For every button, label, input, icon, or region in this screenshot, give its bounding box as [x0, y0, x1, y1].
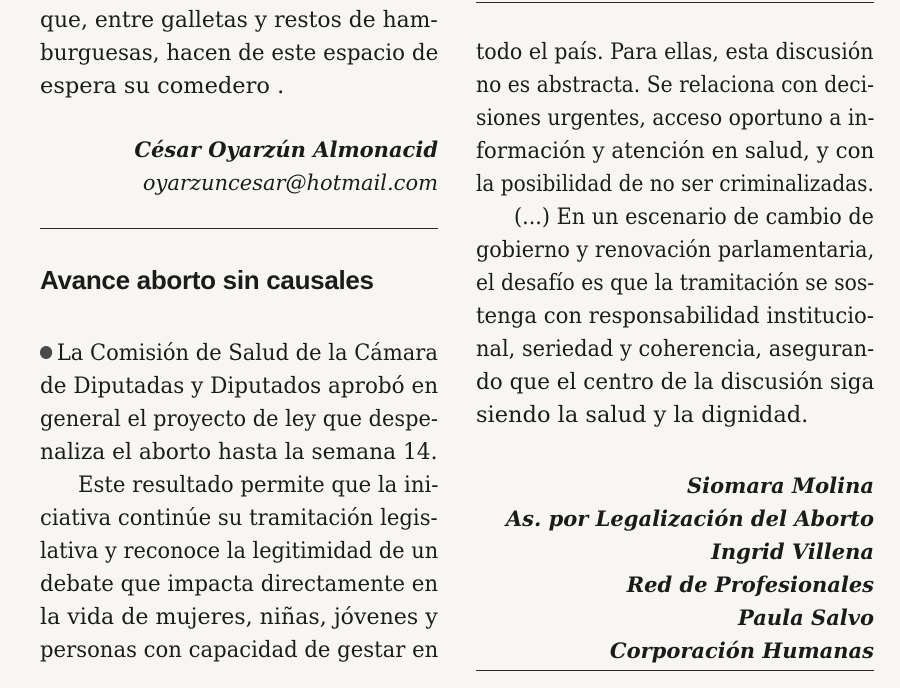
body-line: tenga con responsabilidad institucio- [476, 303, 874, 329]
body-line: siendo la salud y la dignidad. [476, 402, 809, 428]
headline: Avance aborto sin causales [40, 265, 374, 295]
body-line: la vida de mujeres, niñas, jóvenes y [40, 604, 438, 630]
signature-organization: As. por Legalización del Aborto [505, 506, 874, 531]
signature-organization: Red de Profesionales [626, 572, 874, 597]
intro-line: espera su comedero . [40, 73, 285, 99]
section-divider [40, 228, 438, 229]
body-line: general el proyecto de ley que despe- [40, 406, 438, 432]
body-line-text: La Comisión de Salud de la Cámara [56, 340, 438, 366]
intro-line: burguesas, hacen de este espacio de [40, 40, 439, 66]
body-line: el desafío es que la tramitación se sos- [476, 270, 875, 296]
intro-line: que, entre galletas y restos de ham- [40, 7, 438, 33]
signature-name: Siomara Molina [686, 473, 874, 498]
body-line: do que el centro de la discusión siga [476, 369, 875, 395]
body-line-indented: Este resultado permite que la ini- [78, 472, 439, 498]
signature-name: Ingrid Villena [711, 539, 874, 564]
body-line-first [40, 339, 438, 367]
signature-organization: Corporación Humanas [609, 638, 874, 663]
body-line-indented: (...) En un escenario de cambio de [514, 204, 874, 230]
body-line: la posibilidad de no ser criminalizadas. [476, 171, 874, 197]
body-line: ciativa continúe su tramitación legis- [40, 505, 438, 531]
author-email: oyarzuncesar@hotmail.com [142, 171, 438, 195]
body-line: todo el país. Para ellas, esta discusión [476, 39, 874, 65]
body-line: debate que impacta directamente en [40, 571, 439, 597]
body-line: gobierno y renovación parlamentaria, [476, 237, 875, 263]
body-line: de Diputadas y Diputados aprobó en [40, 373, 439, 399]
body-line: naliza el aborto hasta la semana 14. [40, 439, 438, 465]
body-line: siones urgentes, acceso oportuno a in- [476, 105, 875, 131]
body-line: lativa y reconoce la legitimidad de un [40, 538, 439, 564]
body-line: no es abstracta. Se relaciona con deci- [476, 72, 875, 98]
body-line: nal, seriedad y coherencia, aseguran- [476, 336, 875, 362]
bullet-icon [40, 346, 52, 359]
bottom-rule [476, 670, 874, 671]
top-rule-right [476, 2, 874, 3]
signature-name: Paula Salvo [738, 605, 874, 630]
author-name: César Oyarzún Almonacid [134, 137, 438, 162]
body-line: personas con capacidad de gestar en [40, 637, 439, 663]
body-line: formación y atención en salud, y con [476, 138, 875, 164]
